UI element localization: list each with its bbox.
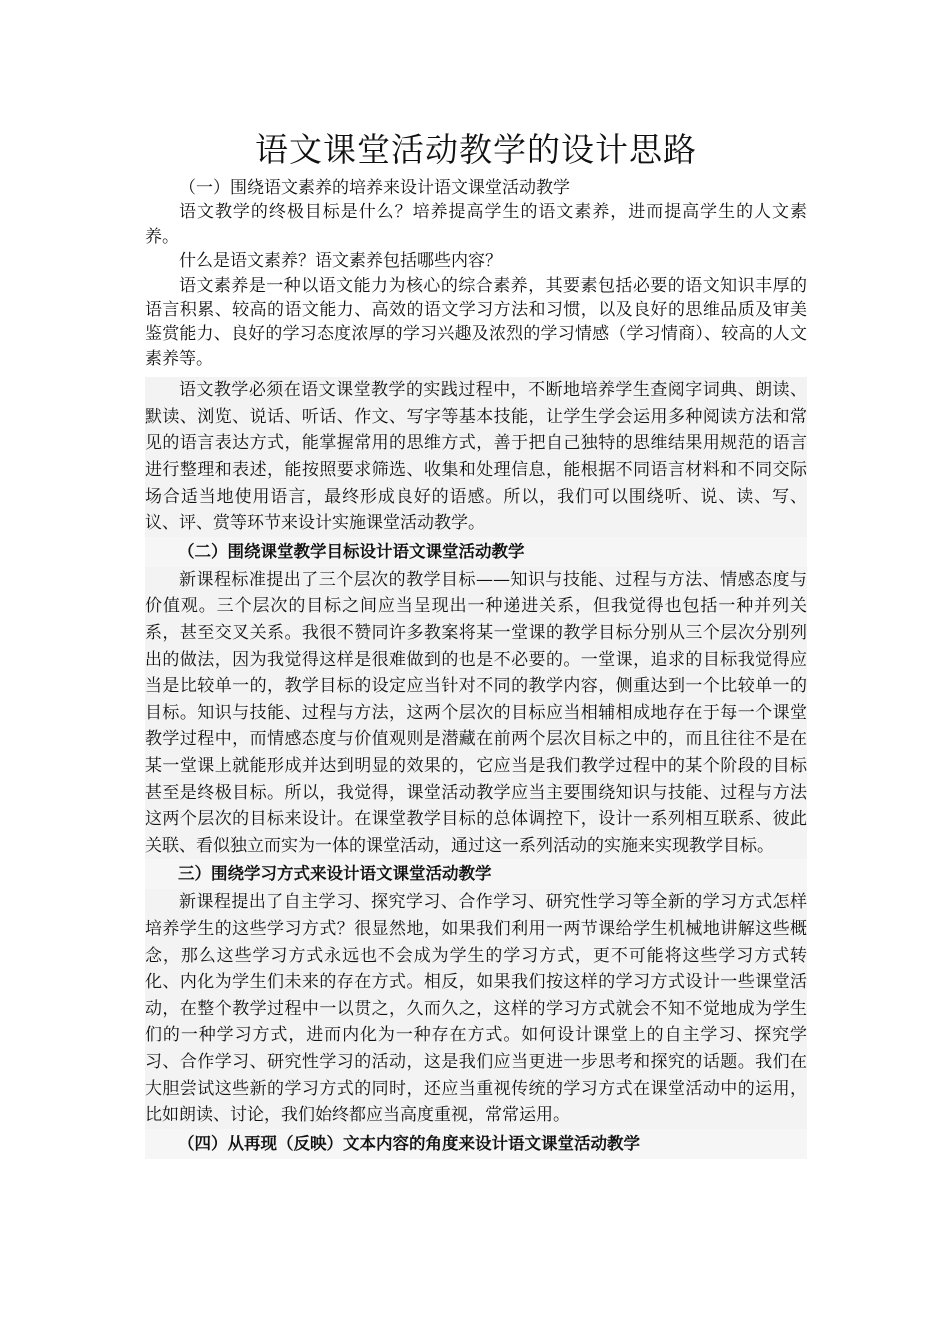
section-3-paragraph-1: 新课程提出了自主学习、探究学习、合作学习、研究性学习等全新的学习方式怎样培养学生的这些学习方式？很显然地，如果我们利用一两节课给学生机械地讲解这些概念，那么这些学习方式永远也不会成为学生的学习方式，更不可能将这些学习方式转化、内化为学生们未来的存在方式。相反，如果我们按这样的学习方式设计一些课堂活动，在整个教学过程中一以贯之，久而久之，这样的学习方式就会不知不觉地成为学生们的一种学习方式，进而内化为一种存在方式。如何设计课堂上的自主学习、探究学习、合作学习、研究性学习的活动，这是我们应当更进一步思考和探究的话题。我们在大胆尝试这些新的学习方式的同时，还应当重视传统的学习方式在课堂活动中的运用，比如朗读、讨论，我们始终都应当高度重视，常常运用。 (145, 889, 807, 1128)
section-4-heading: （四）从再现（反映）文本内容的角度来设计语文课堂活动教学 (145, 1129, 807, 1159)
section-2-heading: （二）围绕课堂教学目标设计语文课堂活动教学 (145, 537, 807, 567)
section-1-paragraph-1: 语文教学的终极目标是什么？培养提高学生的语文素养，进而提高学生的人文素养。 (145, 202, 807, 247)
section-1-paragraph-2: 什么是语文素养？语文素养包括哪些内容？ (179, 251, 502, 272)
section-1-heading: （一）围绕语文素养的培养来设计语文课堂活动教学 (179, 178, 570, 198)
document-title: 语文课堂活动教学的设计思路 (255, 130, 697, 169)
section-1-paragraph-3: 语文素养是一种以语文能力为核心的综合素养，其要素包括必要的语文知识丰厚的语言积累、较高的语文能力、高效的语文学习方法和习惯，以及良好的思维品质及审美鉴赏能力、良好的学习态度浓厚的学习兴趣及浓烈的学习情感（学习情商）、较高的人文素养等。 (145, 275, 807, 369)
section-2-paragraph-1: 新课程标准提出了三个层次的教学目标——知识与技能、过程与方法、情感态度与价值观。三个层次的目标之间应当呈现出一种递进关系，但我觉得也包括一种并列关系，甚至交叉关系。我很不赞同许多教案将某一堂课的教学目标分别从三个层次分别列出的做法，因为我觉得这样是很难做到的也是不必要的。一堂课，追求的目标我觉得应当是比较单一的，教学目标的设定应当针对不同的教学内容，侧重达到一个比较单一的目标。知识与技能、过程与方法，这两个层次的目标应当相辅相成地存在于每一个课堂教学过程中，而情感态度与价值观则是潜藏在前两个层次目标之中的，而且往往不是在某一堂课上就能形成并达到明显的效果的，它应当是我们教学过程中的某个阶段的目标甚至是终极目标。所以，我觉得，课堂活动教学应当主要围绕知识与技能、过程与方法这两个层次的目标来设计。在课堂教学目标的总体调控下，设计一系列相互联系、彼此关联、看似独立而实为一体的课堂活动，通过这一系列活动的实施来实现教学目标。 (145, 567, 807, 860)
section-3-heading: 三）围绕学习方式来设计语文课堂活动教学 (145, 859, 807, 889)
section-1-paragraph-4: 语文教学必须在语文课堂教学的实践过程中，不断地培养学生查阅字词典、朗读、默读、浏览、说话、听话、作文、写字等基本技能，让学生学会运用多种阅读方法和常见的语言表达方式，能掌握常用的思维方式，善于把自己独特的思维结果用规范的语言进行整理和表述，能按照要求筛选、收集和处理信息，能根据不同语言材料和不同交际场合适当地使用语言，最终形成良好的语感。所以，我们可以围绕听、说、读、写、议、评、赏等环节来设计实施课堂活动教学。 (145, 377, 807, 537)
document-page (145, 128, 807, 1159)
